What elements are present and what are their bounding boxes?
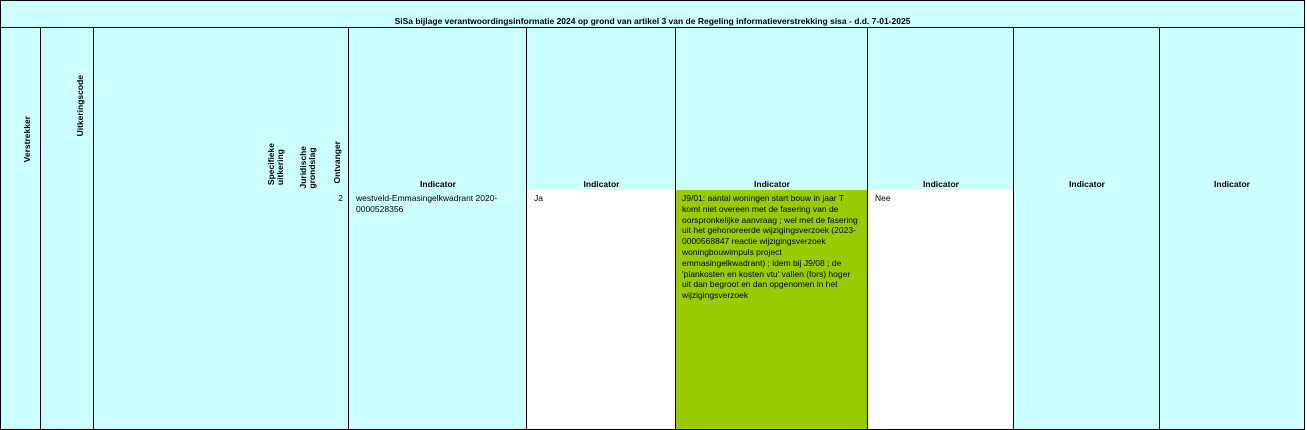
indicator-1-label: Indicator (420, 179, 456, 189)
cell-verstrekker[interactable] (0, 190, 41, 430)
header-indicator-2[interactable] (526, 28, 676, 191)
row-number: 2 (338, 193, 343, 203)
indicator-6-label: Indicator (1214, 179, 1250, 189)
ontvanger-label: Ontvanger (332, 141, 342, 184)
indicator-4-value: Nee (875, 193, 891, 203)
cell-indicator-2[interactable] (526, 190, 676, 430)
header-indicator-1[interactable] (348, 28, 527, 191)
uitkeringscode-label: Uitkeringscode (75, 75, 85, 137)
indicator-1-value: westveld-Emmasingelkwadrant 2020-0000528356 (356, 193, 498, 214)
cell-uitkeringscode[interactable] (40, 190, 94, 430)
indicator-3-value: J9/01: aantal woningen start bouw in jaar T komt niet overeen met de fasering van de oorspronkelijke aanvraag ; wel met de fasering uit het gehonoreerde wijzigingsverzoek (2023-0000568847 reactie wijzigingsverzoek woningbouwimpuls project emmasingelkwadrant) ; idem bij J9/08 ; de 'plankosten en kosten vtu' vallen (fors) hoger uit dan begroot en dan opgenomen in het wijzigingsverzoek (682, 193, 858, 301)
verstrekker-label: Verstrekker (22, 116, 32, 163)
cell-indicator-1[interactable] (348, 190, 527, 430)
cell-indicator-6[interactable] (1159, 190, 1305, 430)
sheet-title: SiSa bijlage verantwoordingsinformatie 2024 op grond van artikel 3 van de Regeling informatieverstrekking sisa - d.d. 7-01-2025 (394, 16, 911, 26)
indicator-4-label: Indicator (923, 179, 959, 189)
indicator-2-value: Ja (534, 193, 543, 203)
juridische-grondslag-label: Juridische grondslag (298, 146, 317, 189)
title-row (0, 0, 1305, 28)
indicator-3-label: Indicator (754, 179, 790, 189)
indicator-2-label: Indicator (583, 179, 620, 189)
specifieke-uitkering-label: Specifieke uitkering (266, 143, 285, 186)
header-indicator-5[interactable] (1013, 28, 1160, 191)
header-indicator-3[interactable] (675, 28, 868, 191)
header-indicator-6[interactable] (1159, 28, 1305, 191)
cell-row-number[interactable] (93, 190, 349, 430)
header-verstrekker[interactable] (0, 28, 41, 191)
header-indicator-4[interactable] (867, 28, 1014, 191)
header-uitkeringscode[interactable] (40, 28, 94, 191)
indicator-5-label: Indicator (1069, 179, 1105, 189)
cell-indicator-5[interactable] (1013, 190, 1160, 430)
header-specifiek-block[interactable] (93, 28, 349, 191)
cell-indicator-3[interactable] (675, 190, 868, 430)
cell-indicator-4[interactable] (867, 190, 1014, 430)
